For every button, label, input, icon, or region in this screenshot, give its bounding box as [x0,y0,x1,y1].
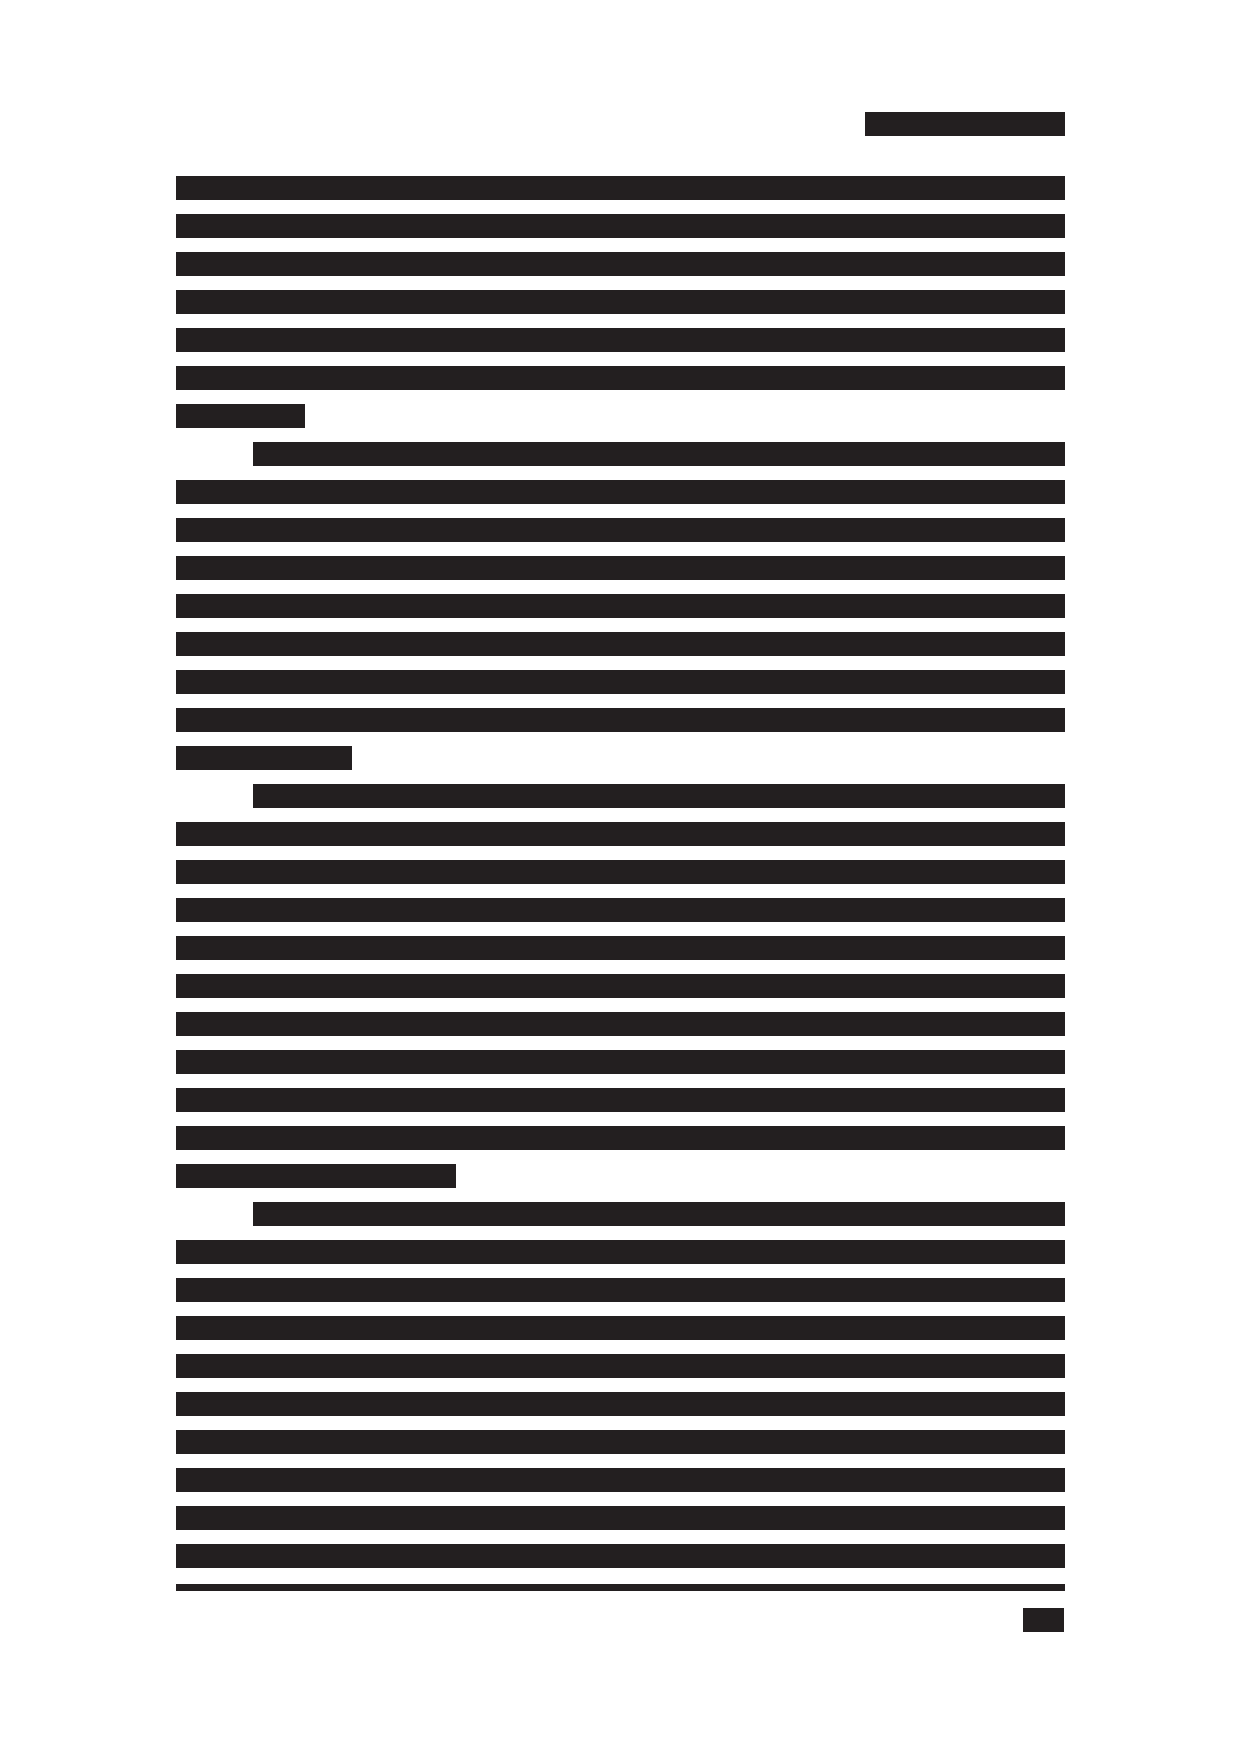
text-line-content [176,1177,180,1178]
text-line [176,594,1065,618]
text-line-content [176,721,180,722]
text-line-content [176,1481,180,1482]
text-line [176,214,1065,238]
text-line [253,442,1065,466]
text-line-content [253,797,257,798]
paragraph [176,442,1065,770]
text-line [176,1240,1065,1264]
text-line-content [176,1291,180,1292]
text-line-content [176,1101,180,1102]
text-line-content [176,759,180,760]
text-line [176,176,1065,200]
text-line-content [176,569,180,570]
text-line-content [176,1063,180,1064]
text-line [176,1430,1065,1454]
text-line-content [176,1139,180,1140]
text-line-content [176,303,180,304]
text-line-content [176,531,180,532]
text-line [176,404,305,428]
text-line [176,1126,1065,1150]
text-line-content [176,227,180,228]
text-line [176,1506,1065,1530]
text-line-content [176,645,180,646]
text-line [176,708,1065,732]
text-line-content [176,1253,180,1254]
text-line-content [176,265,180,266]
text-line-content [176,607,180,608]
text-line [176,1012,1065,1036]
text-line [176,898,1065,922]
text-line-content [176,1025,180,1026]
text-line [176,290,1065,314]
text-line-content [176,1443,180,1444]
text-line [176,822,1065,846]
paragraph [176,176,1065,428]
text-line-content [176,835,180,836]
running-head [865,112,1065,136]
text-line-content [176,949,180,950]
text-line [176,974,1065,998]
body-text [176,176,1065,1582]
text-line [253,1202,1065,1226]
text-line [253,784,1065,808]
text-line [176,632,1065,656]
text-line [176,556,1065,580]
text-line-content [176,493,180,494]
text-line [176,1088,1065,1112]
text-line [176,328,1065,352]
paragraph [176,1202,1065,1568]
text-line-content [176,1367,180,1368]
text-line-content [176,341,180,342]
text-line-content [176,1329,180,1330]
text-line [176,1354,1065,1378]
text-line-content [253,1215,257,1216]
text-line-content [176,987,180,988]
text-line [176,1392,1065,1416]
text-line-content [176,379,180,380]
text-line [176,936,1065,960]
text-line [176,1316,1065,1340]
text-line-content [253,455,257,456]
text-line-content [176,1557,180,1558]
text-line [176,366,1065,390]
text-line [176,860,1065,884]
text-line-content [176,1519,180,1520]
text-line [176,1164,456,1188]
text-line-content [176,417,180,418]
footer-rule [176,1584,1065,1591]
text-line-content [176,683,180,684]
text-line [176,670,1065,694]
text-line [176,252,1065,276]
text-line [176,1544,1065,1568]
text-line [176,480,1065,504]
text-line [176,1468,1065,1492]
paragraph [176,784,1065,1188]
text-line [176,518,1065,542]
text-line-content [176,911,180,912]
text-line-content [176,189,180,190]
text-line-content [176,873,180,874]
text-line [176,1278,1065,1302]
running-head-text [865,125,874,126]
text-line-content [176,1405,180,1406]
text-line [176,1050,1065,1074]
page-number-box [1023,1608,1064,1632]
text-line [176,746,352,770]
